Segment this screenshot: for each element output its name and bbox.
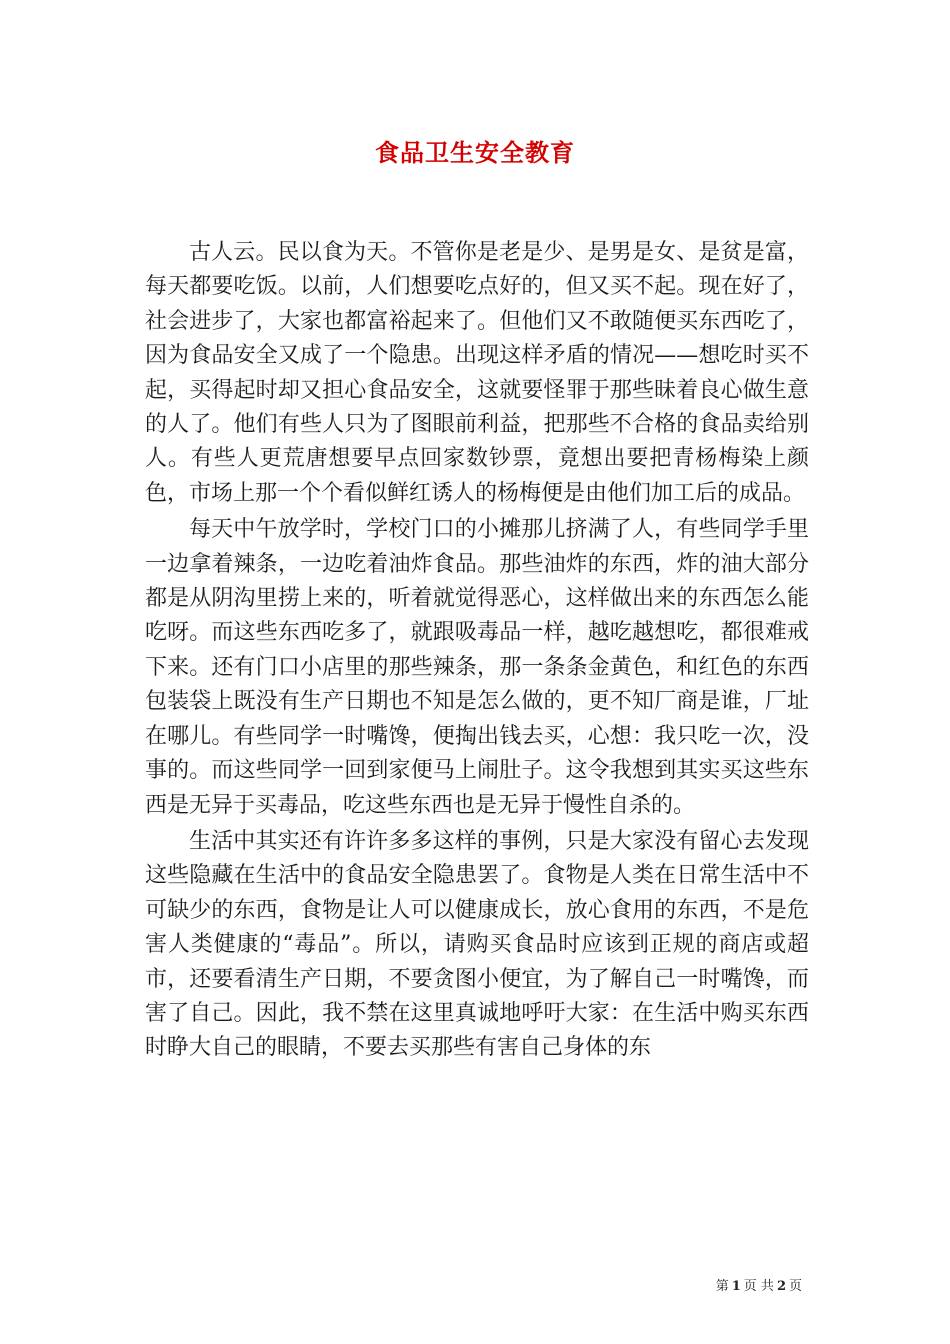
document-title: 食品卫生安全教育 xyxy=(375,138,575,167)
footer-suffix: 页 xyxy=(788,1279,802,1294)
document-body xyxy=(145,236,809,1066)
footer-prefix: 第 xyxy=(715,1279,729,1294)
page-number-footer xyxy=(716,1275,802,1294)
paragraph-1: 古人云。民以食为天。不管你是老是少、是男是女、是贫是富，每天都要吃饭。以前，人们想要吃点好的，但又买不起。现在好了，社会进步了，大家也都富裕起来了。但他们又不敢随便买东西吃了，因为食品安全又成了一个隐患。出现这样矛盾的情况——想吃时买不起，买得起时却又担心食品安全，这就要怪罪于那些昧着良心做生意的人了。他们有些人只为了图眼前利益，把那些不合格的食品卖给别人。有些人更荒唐想要早点回家数钞票，竟想出要把青杨梅染上颜色，市场上那一个个看似鲜红诱人的杨梅便是由他们加工后的成品。 xyxy=(145,240,809,506)
paragraph-3: 生活中其实还有许许多多这样的事例，只是大家没有留心去发现这些隐藏在生活中的食品安全隐患罢了。食物是人类在日常生活中不可缺少的东西，食物是让人可以健康成长，放心食用的东西，不是危害人类健康的“毒品”。所以，请购买食品时应该到正规的商店或超市，还要看清生产日期，不要贪图小便宜，为了解自己一时嘴馋，而害了自己。因此，我不禁在这里真诚地呼吁大家：在生活中购买东西时睁大自己的眼睛，不要去买那些有害自己身体的东 xyxy=(145,828,809,1061)
footer-total-pages: 2 xyxy=(776,1279,786,1294)
footer-middle: 页 共 xyxy=(743,1279,774,1294)
paragraph-2: 每天中午放学时，学校门口的小摊那儿挤满了人，有些同学手里一边拿着辣条，一边吃着油炸食品。那些油炸的东西，炸的油大部分都是从阴沟里捞上来的，听着就觉得恶心，这样做出来的东西怎么能吃呀。而这些东西吃多了，就跟吸毒品一样，越吃越想吃，都很难戒下来。还有门口小店里的那些辣条，那一条条金黄色，和红色的东西包装袋上既没有生产日期也不知是怎么做的，更不知厂商是谁，厂址在哪儿。有些同学一时嘴馋，便掏出钱去买，心想：我只吃一次，没事的。而这些同学一回到家便马上闹肚子。这令我想到其实买这些东西是无异于买毒品，吃这些东西也是无异于慢性自杀的。 xyxy=(145,517,809,818)
footer-current-page: 1 xyxy=(731,1279,741,1294)
